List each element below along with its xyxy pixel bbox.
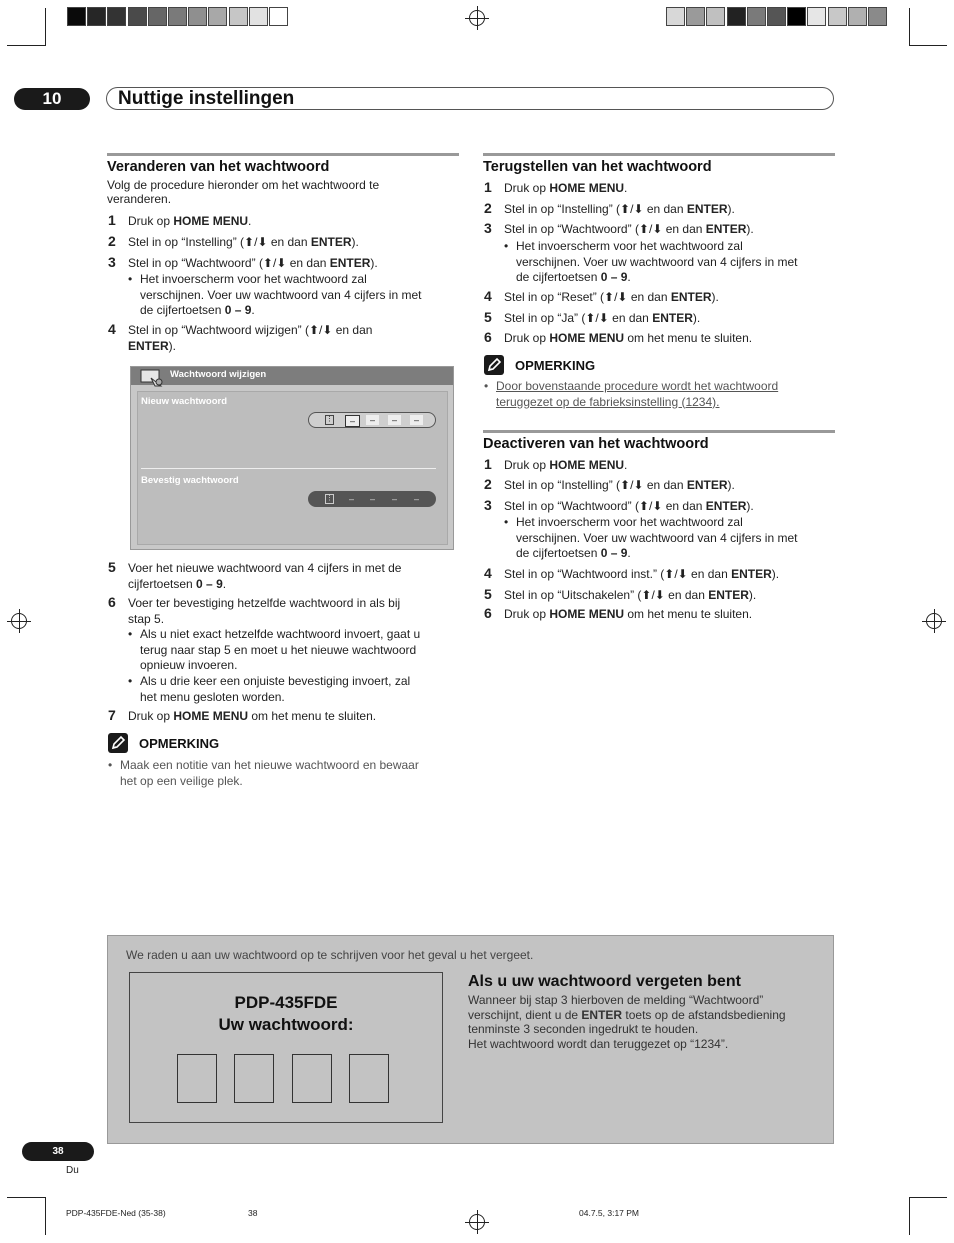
memo-intro: We raden u aan uw wachtwoord op te schrijven voor het geval u het vergeet. <box>126 948 534 962</box>
color-swatch <box>249 7 268 26</box>
new-password-label: Nieuw wachtwoord <box>141 396 228 407</box>
page-number: 38 <box>22 1142 94 1161</box>
divider <box>141 468 436 469</box>
new-password-field[interactable] <box>308 412 436 428</box>
registration-mark-icon <box>11 613 27 629</box>
color-swatch <box>148 7 167 26</box>
print-datetime: 04.7.5, 3:17 PM <box>579 1208 640 1218</box>
confirm-password-field[interactable] <box>308 491 436 507</box>
section-intro: Volg de procedure hieronder om het wachtwoord te veranderen. <box>107 178 380 206</box>
digit-box[interactable] <box>349 1054 389 1103</box>
digit-box[interactable] <box>292 1054 332 1103</box>
note-pencil-icon <box>108 733 128 753</box>
color-swatch <box>666 7 685 26</box>
digit-slot: – <box>369 494 375 504</box>
section-rule <box>483 430 835 433</box>
digit-slot: – <box>391 494 397 504</box>
chapter-title: Nuttige instellingen <box>118 88 295 109</box>
password-memo-card <box>129 972 443 1123</box>
note-heading: OPMERKING <box>515 358 596 373</box>
color-swatch <box>229 7 248 26</box>
section-title: Deactiveren van het wachtwoord <box>483 436 709 452</box>
password-memo-box <box>107 935 834 1144</box>
digit-box[interactable] <box>234 1054 274 1103</box>
screen-header <box>131 367 453 385</box>
color-swatch <box>188 7 207 26</box>
registration-mark-icon <box>469 10 485 26</box>
color-swatch <box>747 7 766 26</box>
note-heading: OPMERKING <box>139 736 220 751</box>
color-swatch <box>107 7 126 26</box>
note-pencil-icon <box>484 355 504 375</box>
screen-panel <box>137 391 448 545</box>
color-swatch <box>706 7 725 26</box>
color-swatch <box>727 7 746 26</box>
forgot-text: Wanneer bij stap 3 hierboven de melding “Wachtwoord” verschijnt, dient u de ENTER toets op de afstandsbediening tenminste 3 seconden ingedrukt te houden. Het wachtwoord wordt dan teruggezet op “1234”. <box>468 993 786 1051</box>
section-title: Veranderen van het wachtwoord <box>107 159 330 175</box>
registration-mark-icon <box>926 613 942 629</box>
digit-slot: – <box>410 415 423 425</box>
chapter-number: 10 <box>14 88 90 110</box>
digit-slot: – <box>388 415 401 425</box>
color-swatch <box>128 7 147 26</box>
section-rule <box>483 153 835 156</box>
color-swatch <box>87 7 106 26</box>
color-swatch <box>767 7 786 26</box>
digit-slot: – <box>413 494 419 504</box>
section-rule <box>107 153 459 156</box>
keypad-icon: ⋮ <box>326 495 333 502</box>
file-name: PDP-435FDE-Ned (35-38) <box>66 1208 166 1218</box>
color-swatch <box>828 7 847 26</box>
digit-slot: – <box>345 415 360 427</box>
color-swatch <box>67 7 86 26</box>
memo-model: PDP-435FDE <box>234 993 338 1012</box>
digit-slot: – <box>348 494 354 504</box>
color-swatch <box>269 7 288 26</box>
digit-box[interactable] <box>177 1054 217 1103</box>
registration-mark-icon <box>469 1214 485 1230</box>
password-change-screen <box>130 366 454 550</box>
language-code: Du <box>66 1165 79 1176</box>
color-swatch <box>787 7 806 26</box>
confirm-password-label: Bevestig wachtwoord <box>141 475 239 486</box>
screen-title: Wachtwoord wijzigen <box>170 369 267 380</box>
keypad-icon: ⋮ <box>326 416 333 423</box>
sheet-number: 38 <box>248 1208 258 1218</box>
color-swatch <box>868 7 887 26</box>
color-swatch <box>807 7 826 26</box>
digit-slot: – <box>366 415 379 425</box>
forgot-title: Als u uw wachtwoord vergeten bent <box>468 973 741 990</box>
color-swatch <box>686 7 705 26</box>
menu-icon <box>139 368 165 388</box>
color-swatch <box>168 7 187 26</box>
color-swatch <box>848 7 867 26</box>
memo-label: Uw wachtwoord: <box>218 1015 354 1034</box>
color-swatch <box>208 7 227 26</box>
section-title: Terugstellen van het wachtwoord <box>483 159 712 175</box>
